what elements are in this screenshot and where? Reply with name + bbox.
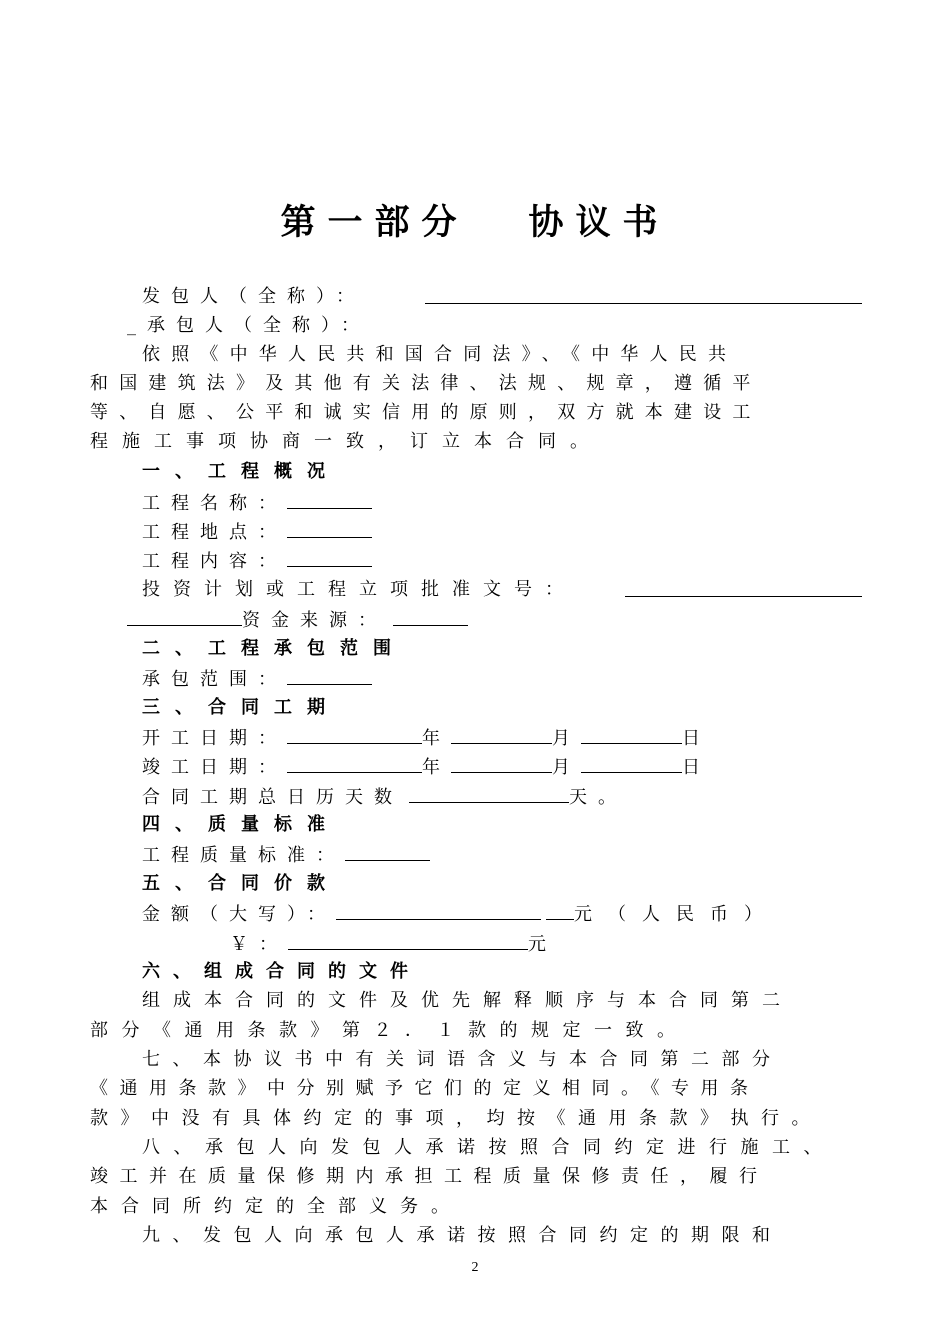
- project-location-label: 工程地点：: [142, 522, 287, 543]
- end-year-unit: 年: [422, 757, 451, 778]
- section-7-line-2: 《通用条款》中分别赋予它们的定义相同。《专用条: [90, 1078, 760, 1099]
- section-5-heading: 五、合同价款: [142, 873, 340, 894]
- approval-label: 投资计划或工程立项批准文号：: [142, 579, 576, 600]
- section-8-line-3: 本合同所约定的全部义务。: [90, 1196, 462, 1217]
- intro-text-1: 依照《中华人民共和国合同法》、《中华人民共: [142, 344, 738, 365]
- section-1-heading: 一、工程概况: [142, 461, 340, 482]
- yuan-unit: 元: [528, 934, 557, 955]
- project-content-label: 工程内容：: [142, 551, 287, 572]
- funding-prefix-blank: [127, 605, 242, 626]
- project-name-line: [142, 488, 872, 516]
- end-year-blank: [287, 752, 422, 773]
- project-content-line: [142, 546, 872, 574]
- section-2-heading: 二、工程承包范围: [142, 638, 406, 659]
- amount-line: [142, 899, 872, 927]
- project-name-blank: [287, 488, 372, 509]
- amount-words-blank: [336, 899, 541, 920]
- amount-figure-line: [230, 929, 630, 957]
- start-date-label: 开工日期：: [142, 728, 287, 749]
- approval-blank: [625, 576, 862, 597]
- end-day-blank: [581, 752, 682, 773]
- start-month-unit: 月: [552, 728, 581, 749]
- section-7-line-1: 七、本协议书中有关词语含义与本合同第二部分: [142, 1049, 783, 1070]
- end-date-label: 竣工日期：: [142, 757, 287, 778]
- start-year-unit: 年: [422, 728, 451, 749]
- funding-blank: [393, 605, 468, 626]
- approval-line: [142, 576, 872, 604]
- scope-line: [142, 664, 872, 692]
- section-3-heading: 三、合同工期: [142, 697, 340, 718]
- end-day-unit: 日: [682, 757, 711, 778]
- intro-line-2: 和国建筑法》及其他有关法律、法规、规章，遵循平: [90, 373, 762, 394]
- end-month-unit: 月: [552, 757, 581, 778]
- funding-label: 资金来源：: [242, 610, 387, 631]
- funding-line: [127, 605, 907, 633]
- project-name-label: 工程名称：: [142, 493, 287, 514]
- title-part: 第一部分: [280, 202, 469, 243]
- total-days-line: [142, 782, 872, 810]
- employer-line: [142, 283, 872, 311]
- quality-line: [142, 840, 872, 868]
- start-year-blank: [287, 723, 422, 744]
- page-title: [0, 200, 950, 246]
- employer-blank: [425, 283, 862, 304]
- amount-figure-blank: [288, 929, 528, 950]
- page-number: 2: [471, 1260, 479, 1275]
- title-name: 协议书: [528, 202, 670, 243]
- amount-words-blank-2: [546, 899, 574, 920]
- yen-label: ￥：: [230, 934, 288, 955]
- scope-label: 承包范围：: [142, 669, 287, 690]
- start-month-blank: [451, 723, 552, 744]
- scope-blank: [287, 664, 372, 685]
- section-7-line-3: 款》中没有具体约定的事项，均按《通用条款》执行。: [90, 1108, 822, 1129]
- project-location-line: [142, 517, 872, 545]
- contractor-label: _承包人（全称）：: [127, 315, 370, 336]
- intro-line-4: 程施工事项协商一致，订立本合同。: [90, 431, 602, 452]
- start-day-unit: 日: [682, 728, 711, 749]
- total-days-unit: 天。: [569, 787, 627, 808]
- intro-line-1: [142, 341, 864, 369]
- end-month-blank: [451, 752, 552, 773]
- section-6-heading: 六、组成合同的文件: [142, 961, 421, 982]
- project-location-blank: [287, 517, 372, 538]
- amount-unit: 元（人民币）: [574, 904, 778, 925]
- section-8-line-1: 八、承包人向发包人承诺按照合同约定进行施工、: [142, 1137, 835, 1158]
- start-date-line: [142, 723, 872, 751]
- end-date-line: [142, 752, 872, 780]
- start-day-blank: [581, 723, 682, 744]
- intro-line-3: 等、自愿、公平和诚实信用的原则，双方就本建设工: [90, 402, 762, 423]
- section-8-line-2: 竣工并在质量保修期内承担工程质量保修责任，履行: [90, 1166, 769, 1187]
- quality-blank: [345, 840, 430, 861]
- total-days-label: 合同工期总日历天数: [142, 787, 403, 808]
- section-9-line-1: 九、发包人向承包人承诺按照合同约定的期限和: [142, 1225, 783, 1246]
- section-4-heading: 四、质量标准: [142, 814, 340, 835]
- quality-label: 工程质量标准：: [142, 845, 345, 866]
- section-6-line-1: 组成本合同的文件及优先解释顺序与本合同第二: [142, 990, 793, 1011]
- total-days-blank: [409, 782, 569, 803]
- contractor-line: [127, 312, 907, 340]
- employer-label: 发包人（全称）：: [142, 286, 365, 307]
- project-content-blank: [287, 546, 372, 567]
- section-6-line-2: 部分《通用条款》第２．１款的规定一致。: [90, 1020, 689, 1041]
- amount-label: 金额（大写）：: [142, 904, 336, 925]
